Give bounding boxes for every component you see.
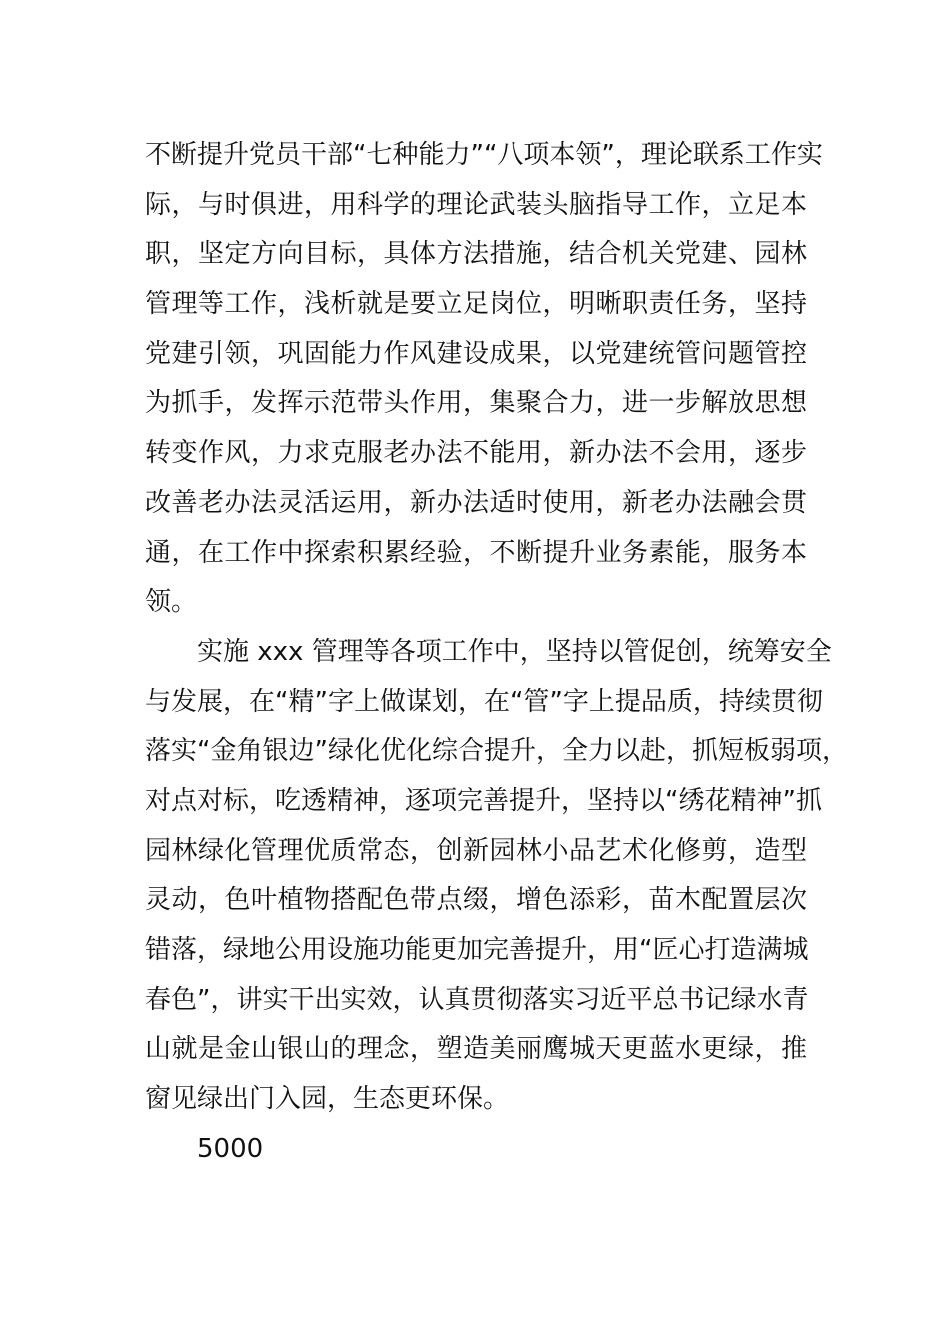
text-line: 管理等工作，浅析就是要立足岗位，明晰职责任务，坚持 [145, 289, 807, 320]
text-line: 实施 xxx 管理等各项工作中，坚持以管促创，统筹安全 [197, 636, 832, 667]
text-line: 通，在工作中探索积累经验，不断提升业务素能，服务本 [145, 537, 807, 568]
text-line: 窗见绿出门入园，生态更环保。 [145, 1084, 510, 1115]
text-line: 转变作风，力求克服老办法不能用，新办法不会用，逐步 [145, 438, 807, 469]
text-line: 际，与时俱进，用科学的理论武装头脑指导工作，立足本 [145, 189, 807, 220]
text-line: 党建引领，巩固能力作风建设成果，以党建统管问题管控 [145, 338, 807, 369]
text-line: 错落，绿地公用设施功能更加完善提升，用“匠心打造满城 [145, 935, 809, 965]
text-line: 春色”，讲实干出实效，认真贯彻落实习近平总书记绿水青 [145, 984, 809, 1015]
text-line: 园林绿化管理优质常态，创新园林小品艺术化修剪，造型 [145, 835, 807, 866]
text-line: 领。 [145, 587, 198, 618]
text-line: 与发展，在“精”字上做谋划，在“管”字上提品质，持续贯彻 [145, 686, 823, 717]
text-line: 职，坚定方向目标，具体方法措施，结合机关党建、园林 [145, 239, 807, 270]
footer-number: 5000 [197, 1133, 264, 1164]
text-line: 为抓手，发挥示范带头作用，集聚合力，进一步解放思想 [145, 388, 807, 419]
text-line: 改善老办法灵活运用，新办法适时使用，新老办法融会贯 [145, 487, 807, 518]
text-line: 不断提升党员干部“七种能力”“八项本领”，理论联系工作实 [145, 140, 823, 170]
paragraph-2 [145, 628, 848, 1125]
document-page [145, 131, 848, 1174]
text-line: 灵动，色叶植物搭配色带点缀，增色添彩，苗木配置层次 [145, 885, 807, 916]
text-line: 对点对标，吃透精神，逐项完善提升，坚持以“绣花精神”抓 [145, 785, 822, 816]
text-line: 落实“金角银边”绿化优化综合提升，全力以赴，抓短板弱项， [145, 736, 848, 767]
paragraph-1 [145, 131, 823, 628]
text-line: 山就是金山银山的理念，塑造美丽鹰城天更蓝水更绿，推 [145, 1034, 807, 1065]
